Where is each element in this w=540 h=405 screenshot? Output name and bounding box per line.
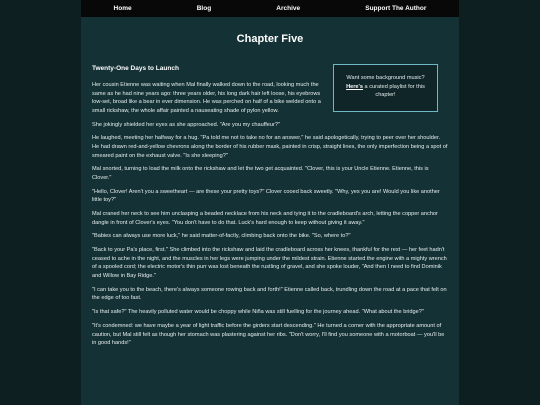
nav-blog-link[interactable]: Blog bbox=[196, 5, 212, 12]
paragraph: "Babies can always use more luck," he said matter-of-factly, climbing back onto the bike. "So, where to?" bbox=[92, 233, 351, 240]
top-navigation bbox=[81, 0, 459, 17]
chapter-content bbox=[81, 17, 459, 405]
paragraph: Mal craned her neck to see him unclasping a beaded necklace from his neck and tying it to the cradleboard's arch, letting the copper anchor dangle in front of Clover's eyes. "You don't have to do that. Luck's hard enough to keep without giving it away." bbox=[92, 211, 438, 226]
nav-home-link[interactable]: Home bbox=[113, 5, 132, 12]
paragraph: "It's condemned: we have maybe a year of light traffic before the girders start descending." He turned a corner with the appropriate amount of caution, but Mal still felt as though her stomach was plastering against her ribs. "Don't worry, I'll find you someone with a motorboat — you'll be in good hands!" bbox=[92, 322, 445, 347]
paragraph: "Hello, Clover! Aren't you a sweetheart — are these your pretty toys?" Clover cooed back sweetly. "Why, yes you are! Would you like another little toy?" bbox=[92, 188, 440, 204]
chapter-body bbox=[92, 81, 448, 353]
paragraph: "I can take you to the beach, there's always someone rowing back and forth!" Etienne called back, trundling down the road at a pace that felt on the edge of too fast. bbox=[92, 286, 447, 302]
playlist-description: a curated playlist for this chapter! bbox=[363, 83, 425, 98]
chapter-title: Chapter Five bbox=[236, 33, 304, 45]
paragraph: "Is that safe?" The heavily polluted water would be choppy while Niña was still fuelling for the journey ahead. "What about the bridge?" bbox=[92, 309, 424, 316]
paragraph: Her cousin Etienne was waiting when Mal finally walked down to the road, looking much the same as he had nine years ago: three years older, his long dark hair left loose, his eyebrows low-set, broad like a bear in ever dimension. He was perched on half of a bike welded onto a small rickshaw, the whole affair painted a nauseating shade of pylon yellow. bbox=[92, 82, 321, 114]
paragraph: She jokingly shielded her eyes as she approached. "Are you my chauffeur?" bbox=[92, 121, 280, 128]
nav-archive-link[interactable]: Archive bbox=[276, 5, 301, 12]
playlist-link[interactable]: Here's bbox=[346, 83, 363, 90]
paragraph: "Back to your Pa's place, first." She climbed into the rickshaw and laid the cradleboard across her knees, thankful for the rest — her feet hadn't ceased to ache in the night, and the muscles in her legs were jumping under the mildest strain. Etienne started the engine with a mighty wrench of a spooled cord; the electric motor's thin purr was lost beneath the rustling of gravel, and she spoke louder, "And then I need to find Dominik and Willow in Bay Ridge." bbox=[92, 247, 447, 279]
nav-support-link[interactable]: Support The Author bbox=[365, 5, 427, 12]
playlist-prompt: Want some background music? bbox=[346, 75, 425, 81]
paragraph: Mal snorted, turning to load the milk onto the rickshaw and let the two get acquainted. "Clover, this is your Uncle Etienne. Etienne, this is Clover." bbox=[92, 166, 429, 181]
paragraph: He laughed, meeting her halfway for a hug. "Pa told me not to take no for an answer," he said apologetically, trying to peer over her shoulder. He had drawn red-and-yellow chevrons along the border of his rubber mask, painted in crisp, straight lines, the only imperfection being a spot of smeared paint on the exhaust valve. "Is she sleeping?" bbox=[92, 135, 448, 159]
section-heading: Twenty-One Days to Launch bbox=[92, 65, 179, 72]
